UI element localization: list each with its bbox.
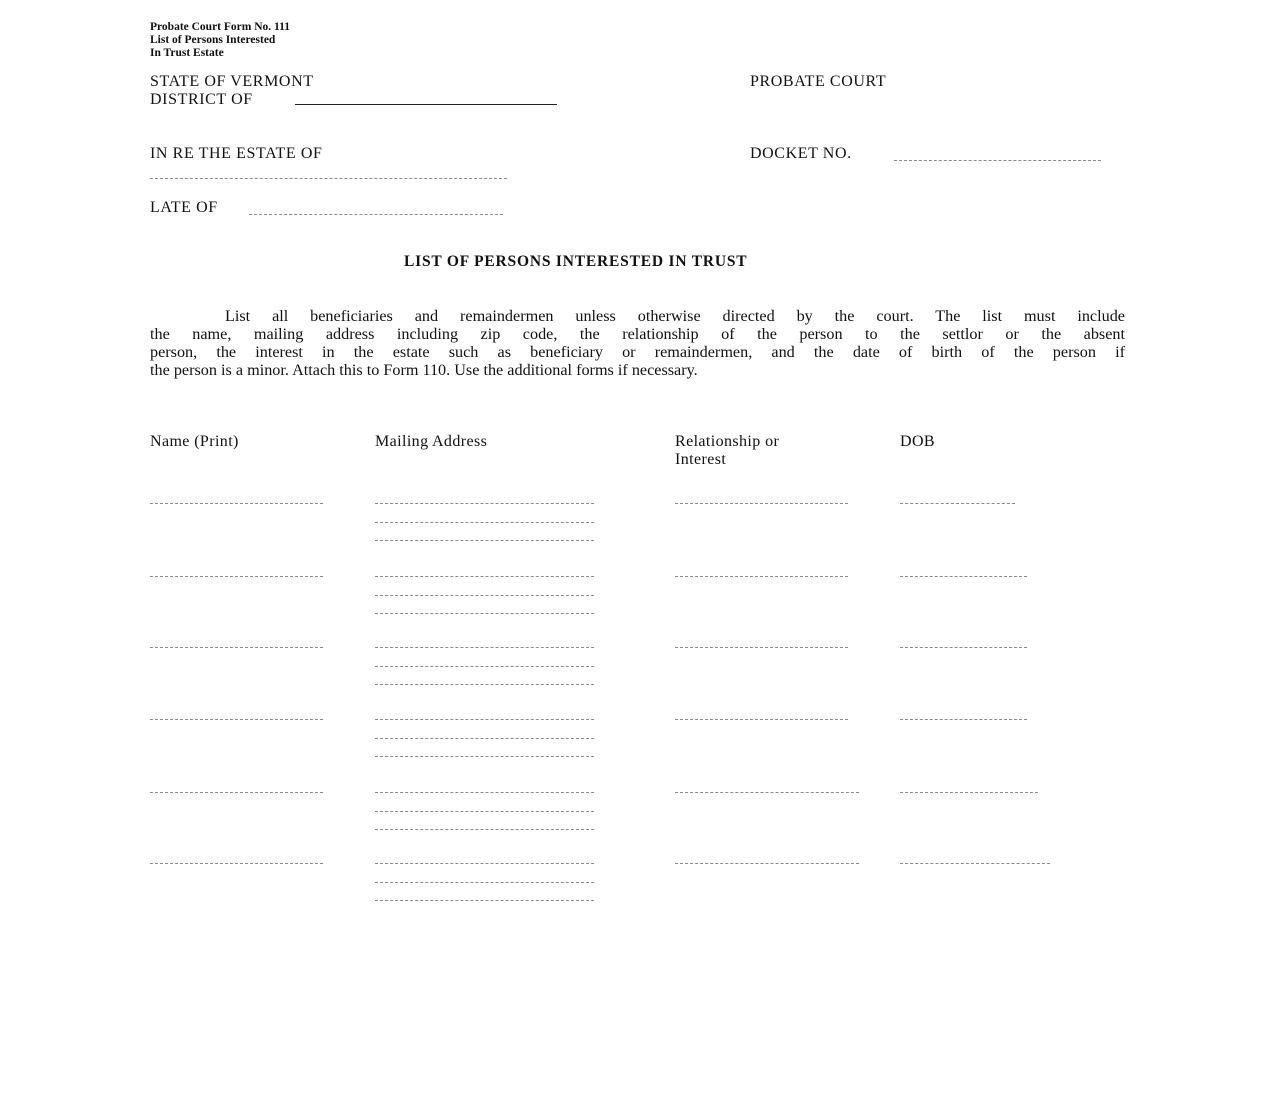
address-field-line1[interactable] xyxy=(375,792,594,793)
column-header-relationship: Relationship or xyxy=(675,433,780,450)
address-field-line3[interactable] xyxy=(375,756,594,757)
instructions-line: List all beneficiaries and remaindermen unless otherwise directed by the court. The list must include xyxy=(225,307,1125,325)
docket-field[interactable] xyxy=(894,160,1101,161)
instructions xyxy=(150,307,1125,379)
late-of-field[interactable] xyxy=(249,214,503,215)
district-label: DISTRICT OF xyxy=(150,91,253,108)
district-field[interactable] xyxy=(295,104,557,105)
docket-label: DOCKET NO. xyxy=(750,145,852,162)
name-field[interactable] xyxy=(150,503,323,504)
address-field-line2[interactable] xyxy=(375,738,594,739)
address-field-line2[interactable] xyxy=(375,811,594,812)
address-field-line3[interactable] xyxy=(375,684,594,685)
relationship-field[interactable] xyxy=(675,647,848,648)
instructions-line: the person is a minor. Attach this to Form 110. Use the additional forms if necessary. xyxy=(150,361,698,379)
estate-name-field[interactable] xyxy=(150,178,507,179)
address-field-line2[interactable] xyxy=(375,595,594,596)
dob-field[interactable] xyxy=(900,719,1027,720)
name-field[interactable] xyxy=(150,719,323,720)
address-field-line1[interactable] xyxy=(375,719,594,720)
address-field-line2[interactable] xyxy=(375,522,594,523)
dob-field[interactable] xyxy=(900,863,1050,864)
dob-field[interactable] xyxy=(900,792,1038,793)
name-field[interactable] xyxy=(150,576,323,577)
address-field-line3[interactable] xyxy=(375,829,594,830)
name-field[interactable] xyxy=(150,647,323,648)
address-field-line3[interactable] xyxy=(375,540,594,541)
dob-field[interactable] xyxy=(900,503,1015,504)
name-field[interactable] xyxy=(150,792,323,793)
address-field-line1[interactable] xyxy=(375,863,594,864)
address-field-line2[interactable] xyxy=(375,666,594,667)
court-label: PROBATE COURT xyxy=(750,73,887,90)
estate-label: IN RE THE ESTATE OF xyxy=(150,145,323,162)
instructions-line: the name, mailing address including zip code, the relationship of the person to the settlor or the absent xyxy=(150,325,1125,343)
address-field-line2[interactable] xyxy=(375,882,594,883)
relationship-field[interactable] xyxy=(675,719,848,720)
dob-field[interactable] xyxy=(900,647,1027,648)
address-field-line1[interactable] xyxy=(375,647,594,648)
form-subtitle: In Trust Estate xyxy=(150,47,224,59)
instructions-line: person, the interest in the estate such as beneficiary or remaindermen, and the date of birth of the person if xyxy=(150,343,1125,361)
column-header-name: Name (Print) xyxy=(150,433,239,450)
page-title: LIST OF PERSONS INTERESTED IN TRUST xyxy=(404,253,748,270)
address-field-line3[interactable] xyxy=(375,613,594,614)
column-header-dob: DOB xyxy=(900,433,935,450)
dob-field[interactable] xyxy=(900,576,1027,577)
address-field-line1[interactable] xyxy=(375,503,594,504)
relationship-field[interactable] xyxy=(675,792,859,793)
address-field-line1[interactable] xyxy=(375,576,594,577)
relationship-field[interactable] xyxy=(675,576,848,577)
column-header-interest: Interest xyxy=(675,451,727,468)
form-number: Probate Court Form No. 111 xyxy=(150,21,291,33)
relationship-field[interactable] xyxy=(675,503,848,504)
name-field[interactable] xyxy=(150,863,323,864)
column-header-address: Mailing Address xyxy=(375,433,488,450)
state-label: STATE OF VERMONT xyxy=(150,73,314,90)
address-field-line3[interactable] xyxy=(375,900,594,901)
late-of-label: LATE OF xyxy=(150,199,218,216)
form-name: List of Persons Interested xyxy=(150,34,276,46)
relationship-field[interactable] xyxy=(675,863,859,864)
